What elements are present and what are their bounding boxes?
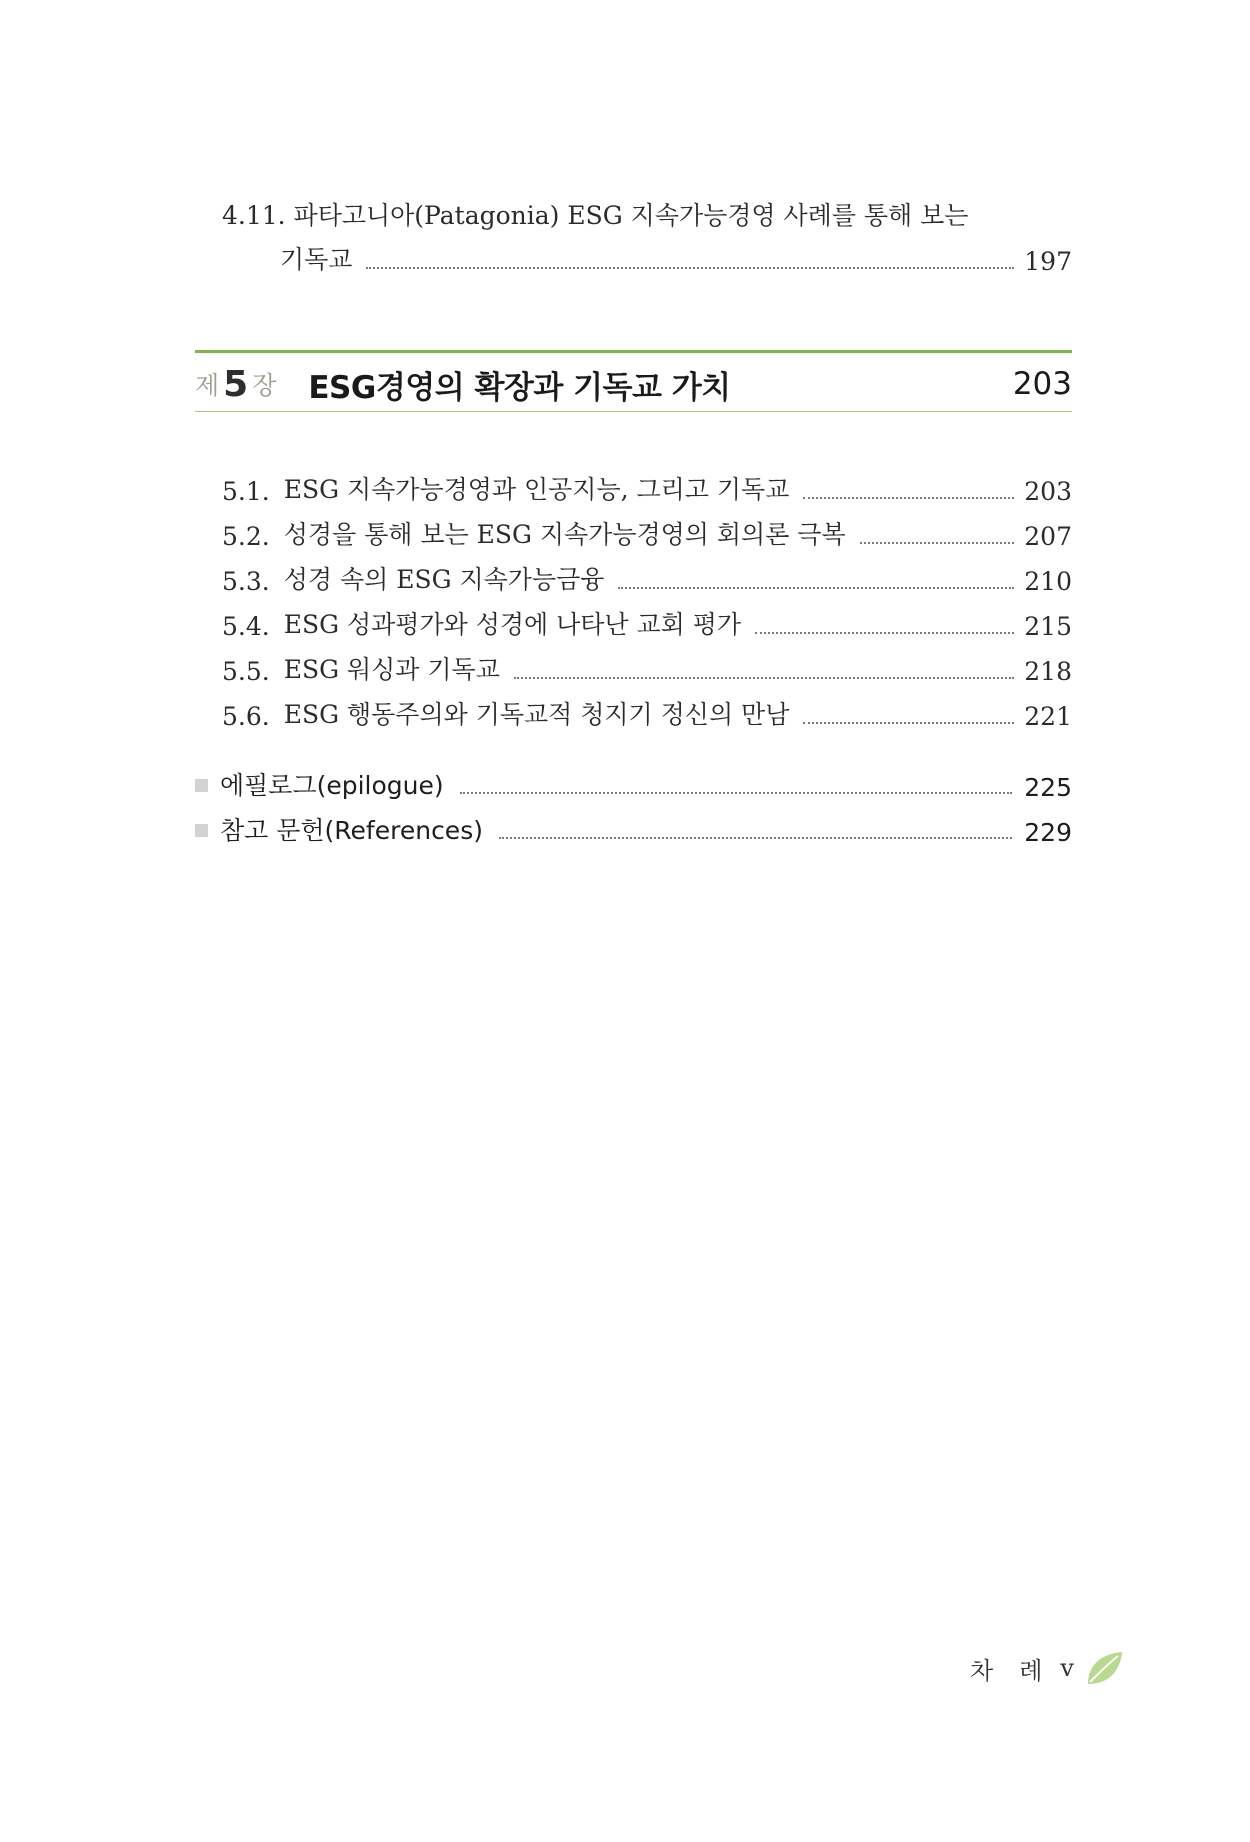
- square-bullet-icon: [195, 824, 208, 837]
- toc-entry-number: 5.4.: [222, 612, 270, 641]
- toc-entry-number: 5.1.: [222, 477, 270, 506]
- toc-entry-5-2[interactable]: [222, 511, 1072, 551]
- toc-entry-page: 207: [1024, 522, 1072, 551]
- toc-entry-page: 218: [1024, 657, 1072, 686]
- dot-leader: [514, 677, 1014, 679]
- dot-leader: [803, 497, 1014, 499]
- dot-leader: [755, 632, 1014, 634]
- toc-entry-title: ESG 지속가능경영과 인공지능, 그리고 기독교: [283, 475, 790, 504]
- dot-leader: [460, 792, 1013, 794]
- dot-leader: [803, 722, 1014, 724]
- toc-entry-epilogue[interactable]: [195, 762, 1072, 802]
- toc-entry-number: 5.3.: [222, 567, 270, 596]
- page-footer: [970, 1648, 1124, 1688]
- chapter-suffix: 장: [252, 371, 277, 400]
- chapter-number: 5: [223, 363, 249, 405]
- footer-label-1: 차: [970, 1656, 994, 1685]
- toc-entry-5-5[interactable]: [222, 646, 1072, 686]
- chapter-page: 203: [1012, 366, 1072, 402]
- toc-entry-title: 기독교: [280, 245, 353, 274]
- toc-entry-number: 5.2.: [222, 522, 270, 551]
- toc-entry-title: 성경을 통해 보는 ESG 지속가능경영의 회의론 극복: [283, 520, 846, 549]
- toc-entry-page: 197: [1024, 247, 1072, 276]
- chapter-title: ESG경영의 확장과 기독교 가치: [308, 369, 731, 406]
- chapter-heading[interactable]: [195, 360, 1072, 408]
- toc-entry-page: 229: [1024, 818, 1072, 847]
- toc-entry-title: 참고 문헌(References): [220, 816, 483, 845]
- square-bullet-icon: [195, 779, 208, 792]
- chapter-prefix: 제: [195, 371, 220, 400]
- toc-entry-page: 215: [1024, 612, 1072, 641]
- page-number-roman: v: [1060, 1654, 1074, 1682]
- toc-entry-page: 225: [1024, 773, 1072, 802]
- toc-entry-5-4[interactable]: [222, 601, 1072, 641]
- chapter-rule-top: [195, 350, 1072, 353]
- toc-entry-5-1[interactable]: [222, 466, 1072, 506]
- footer-label-2: 례: [1019, 1656, 1043, 1685]
- toc-entry-page: 210: [1024, 567, 1072, 596]
- dot-leader: [499, 837, 1012, 839]
- chapter-rule-bottom: [195, 411, 1072, 412]
- toc-entry-5-6[interactable]: [222, 691, 1072, 731]
- dot-leader: [366, 267, 1014, 269]
- toc-entry-5-3[interactable]: [222, 556, 1072, 596]
- toc-entry-4-11-line2[interactable]: [280, 236, 1072, 276]
- leaf-icon: [1084, 1648, 1124, 1688]
- toc-entry-references[interactable]: [195, 807, 1072, 847]
- toc-entry-page: 203: [1024, 477, 1072, 506]
- dot-leader: [860, 542, 1015, 544]
- toc-entry-title: ESG 워싱과 기독교: [283, 655, 500, 684]
- toc-entry-number: 5.5.: [222, 657, 270, 686]
- toc-entry-title: ESG 성과평가와 성경에 나타난 교회 평가: [283, 610, 742, 639]
- toc-entry-title: ESG 행동주의와 기독교적 청지기 정신의 만남: [283, 700, 790, 729]
- toc-entry-number: 5.6.: [222, 702, 270, 731]
- toc-entry-page: 221: [1024, 702, 1072, 731]
- toc-entry-4-11-line1: 4.11. 파타고니아(Patagonia) ESG 지속가능경영 사례를 통해 보는: [222, 201, 969, 230]
- toc-entry-title: 에필로그(epilogue): [220, 771, 444, 800]
- toc-entry-title: 성경 속의 ESG 지속가능금융: [283, 565, 605, 594]
- dot-leader: [618, 587, 1014, 589]
